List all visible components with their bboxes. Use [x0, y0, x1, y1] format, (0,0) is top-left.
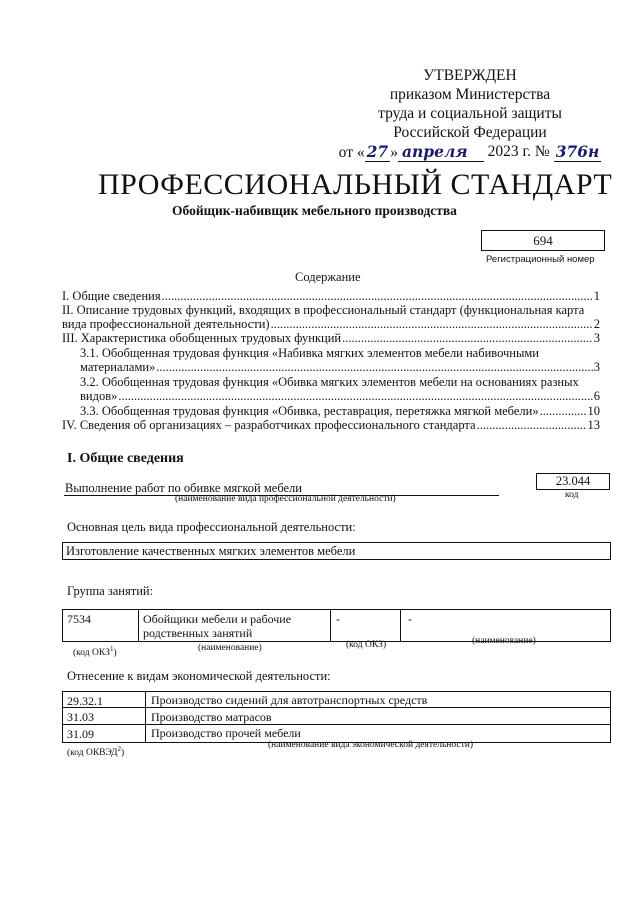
contents-heading: Содержание [295, 270, 361, 284]
approval-block [338, 66, 600, 162]
date-year: 2023 г. № [487, 143, 550, 160]
okved-label: Отнесение к видам экономической деятельности: [67, 669, 331, 683]
main-goal-value: Изготовление качественных мягких элементов мебели [66, 544, 356, 558]
okved-code: 29.32.1 [67, 694, 103, 708]
okved-code: 31.09 [67, 727, 94, 741]
date-mid: » [390, 144, 398, 161]
occupation-name-2: - [408, 612, 412, 626]
activity-name: Выполнение работ по обивке мягкой мебели [65, 481, 302, 495]
caption-okz-code: (код ОКЗ$^1$) [73, 645, 117, 659]
date-month: апреля [398, 142, 484, 162]
activity-code-caption: код [565, 490, 579, 500]
occupation-code-2: - [336, 612, 340, 626]
page-subtitle: Обойщик-набивщик мебельного производства [172, 203, 457, 218]
main-goal-label: Основная цель вида профессиональной деятельности: [67, 520, 356, 534]
caption-okz-code-2: (код ОКЗ) [346, 640, 387, 650]
toc-item[interactable]: I. Общие сведения ..... 1 [62, 289, 600, 303]
occupation-group-label: Группа занятий: [67, 584, 154, 598]
registration-number-box: 694 [481, 230, 605, 251]
page-title: ПРОФЕССИОНАЛЬНЫЙ СТАНДАРТ [98, 168, 613, 201]
registration-number-label: Регистрационный номер [486, 254, 595, 265]
activity-caption: (наименование вида профессиональной деятельности) [175, 494, 396, 504]
okved-name: Производство сидений для автотранспортных средств [151, 693, 428, 707]
okved-name: Производство матрасов [151, 710, 272, 724]
caption-okz-name: (наименование) [198, 643, 262, 653]
table-divider [145, 691, 146, 742]
occupation-code-1: 7534 [67, 612, 91, 626]
table-divider [330, 609, 331, 641]
toc-item[interactable]: 3.1. Обобщенная трудовая функция «Набивка мягких элементов мебели набивочными [80, 346, 539, 360]
occupation-name-1a: Обойщики мебели и рабочие [143, 612, 292, 626]
approval-line-4: Российской Федерации [393, 124, 547, 141]
toc-item[interactable]: III. Характеристика обобщенных трудовых функций ..... 3 [62, 331, 600, 345]
toc-item[interactable]: 3.3. Обобщенная трудовая функция «Обивка, реставрация, перетяжка мягкой мебели» ..... 10 [80, 404, 600, 418]
toc-item[interactable]: 3.2. Обобщенная трудовая функция «Обивка мягких элементов мебели на основаниях разных [80, 375, 579, 389]
date-prefix: от « [338, 144, 365, 161]
approval-line-2: приказом Министерства [389, 86, 551, 103]
toc-item[interactable]: материалами» ..... 3 [80, 360, 600, 374]
caption-okved-name: (наименование вида экономической деятельности) [268, 740, 473, 750]
caption-okz-name-2: (наименование) [472, 636, 536, 646]
table-divider [138, 609, 139, 641]
toc-item[interactable]: IV. Сведения об организациях – разработчиках профессионального стандарта ..... 13 [62, 418, 600, 432]
caption-okved-code: (код ОКВЭД$^2$) [67, 745, 125, 759]
approval-line-1: УТВЕРЖДЕН [423, 67, 517, 84]
activity-code-box: 23.044 [536, 473, 610, 490]
okved-name: Производство прочей мебели [151, 726, 301, 740]
toc-item[interactable]: видов» ..... 6 [80, 389, 600, 403]
approval-line-3: труда и социальной защиты [378, 105, 562, 122]
okved-code: 31.03 [67, 710, 94, 724]
approval-date [338, 142, 600, 162]
date-day: 27 [366, 142, 389, 161]
table-divider [62, 724, 610, 725]
table-divider [62, 707, 610, 708]
table-divider [400, 609, 401, 641]
occupation-name-1b: родственных занятий [143, 626, 253, 640]
toc-item[interactable]: II. Описание трудовых функций, входящих в профессиональный стандарт (функциональная карта [62, 303, 585, 317]
section-heading: I. Общие сведения [67, 451, 184, 466]
toc-item[interactable]: вида профессиональной деятельности) ..... 2 [62, 317, 600, 331]
order-number: 376н [555, 142, 600, 161]
